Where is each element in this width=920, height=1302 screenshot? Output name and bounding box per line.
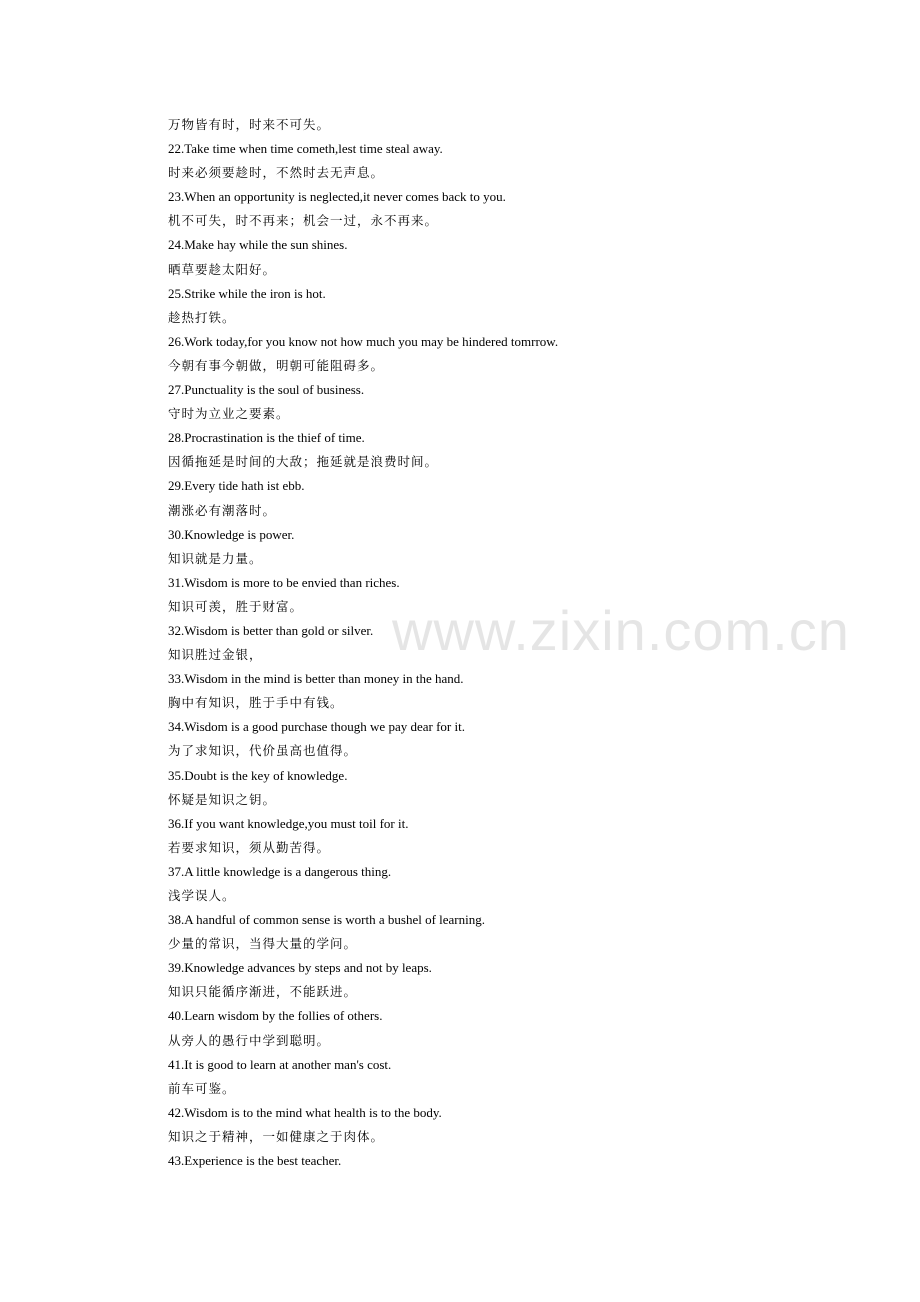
translation-line: 怀疑是知识之钥。 bbox=[168, 791, 277, 807]
translation-line: 前车可鉴。 bbox=[168, 1080, 236, 1096]
proverb-line: 27.Punctuality is the soul of business. bbox=[168, 382, 365, 398]
proverb-line: 25.Strike while the iron is hot. bbox=[168, 285, 326, 301]
translation-line: 晒草要趁太阳好。 bbox=[168, 261, 277, 277]
translation-line: 少量的常识，当得大量的学问。 bbox=[168, 936, 358, 952]
proverb-line: 41.It is good to learn at another man's cost. bbox=[168, 1056, 392, 1072]
translation-line: 万物皆有时，时来不可失。 bbox=[168, 117, 331, 132]
translation-line: 为了求知识，代价虽高也值得。 bbox=[168, 743, 358, 759]
translation-line: 知识只能循序渐进，不能跃进。 bbox=[168, 984, 358, 1000]
translation-line: 若要求知识，须从勤苦得。 bbox=[168, 839, 331, 855]
translation-line: 知识就是力量。 bbox=[168, 550, 263, 566]
proverb-list bbox=[168, 113, 868, 1173]
proverb-line: 33.Wisdom in the mind is better than money in the hand. bbox=[168, 671, 464, 687]
proverb-line: 34.Wisdom is a good purchase though we pay dear for it. bbox=[168, 719, 465, 735]
proverb-line: 24.Make hay while the sun shines. bbox=[168, 237, 348, 253]
proverb-line: 26.Work today,for you know not how much you may be hindered tomrrow. bbox=[168, 333, 559, 349]
translation-line: 浅学误人。 bbox=[168, 888, 236, 903]
proverb-line: 43.Experience is the best teacher. bbox=[168, 1153, 342, 1169]
translation-line: 知识可羡，胜于财富。 bbox=[168, 598, 304, 614]
proverb-line: 31.Wisdom is more to be envied than riches. bbox=[168, 574, 400, 590]
proverb-line: 29.Every tide hath ist ebb. bbox=[168, 478, 305, 494]
watermark: www.zixin.com.cn bbox=[392, 599, 850, 662]
translation-line: 知识胜过金银， bbox=[168, 647, 263, 663]
translation-line: 从旁人的愚行中学到聪明。 bbox=[168, 1032, 331, 1048]
translation-line: 守时为立业之要素。 bbox=[168, 406, 290, 422]
proverb-line: 39.Knowledge advances by steps and not by leaps. bbox=[168, 960, 432, 976]
proverb-line: 32.Wisdom is better than gold or silver. bbox=[168, 622, 374, 638]
translation-line: 今朝有事今朝做，明朝可能阻碍多。 bbox=[168, 357, 385, 373]
proverb-line: 35.Doubt is the key of knowledge. bbox=[168, 767, 348, 783]
proverb-line: 38.A handful of common sense is worth a bushel of learning. bbox=[168, 912, 485, 928]
translation-line: 胸中有知识，胜于手中有钱。 bbox=[168, 695, 344, 711]
translation-line: 趁热打铁。 bbox=[168, 309, 236, 325]
proverb-line: 42.Wisdom is to the mind what health is to the body. bbox=[168, 1104, 442, 1120]
proverb-line: 36.If you want knowledge,you must toil for it. bbox=[168, 815, 409, 831]
proverb-line: 40.Learn wisdom by the follies of others. bbox=[168, 1008, 383, 1024]
proverb-line: 22.Take time when time cometh,lest time steal away. bbox=[168, 141, 443, 157]
proverb-line: 28.Procrastination is the thief of time. bbox=[168, 430, 365, 446]
translation-line: 因循拖延是时间的大敌；拖延就是浪费时间。 bbox=[168, 454, 439, 470]
proverb-line: 23.When an opportunity is neglected,it never comes back to you. bbox=[168, 189, 506, 205]
translation-line: 机不可失，时不再来；机会一过，永不再来。 bbox=[168, 213, 439, 229]
translation-line: 时来必须要趁时，不然时去无声息。 bbox=[168, 165, 385, 181]
translation-line: 潮涨必有潮落时。 bbox=[168, 502, 277, 518]
translation-line: 知识之于精神，一如健康之于肉体。 bbox=[168, 1128, 385, 1144]
proverb-line: 37.A little knowledge is a dangerous thing. bbox=[168, 863, 392, 879]
proverb-line: 30.Knowledge is power. bbox=[168, 526, 295, 542]
